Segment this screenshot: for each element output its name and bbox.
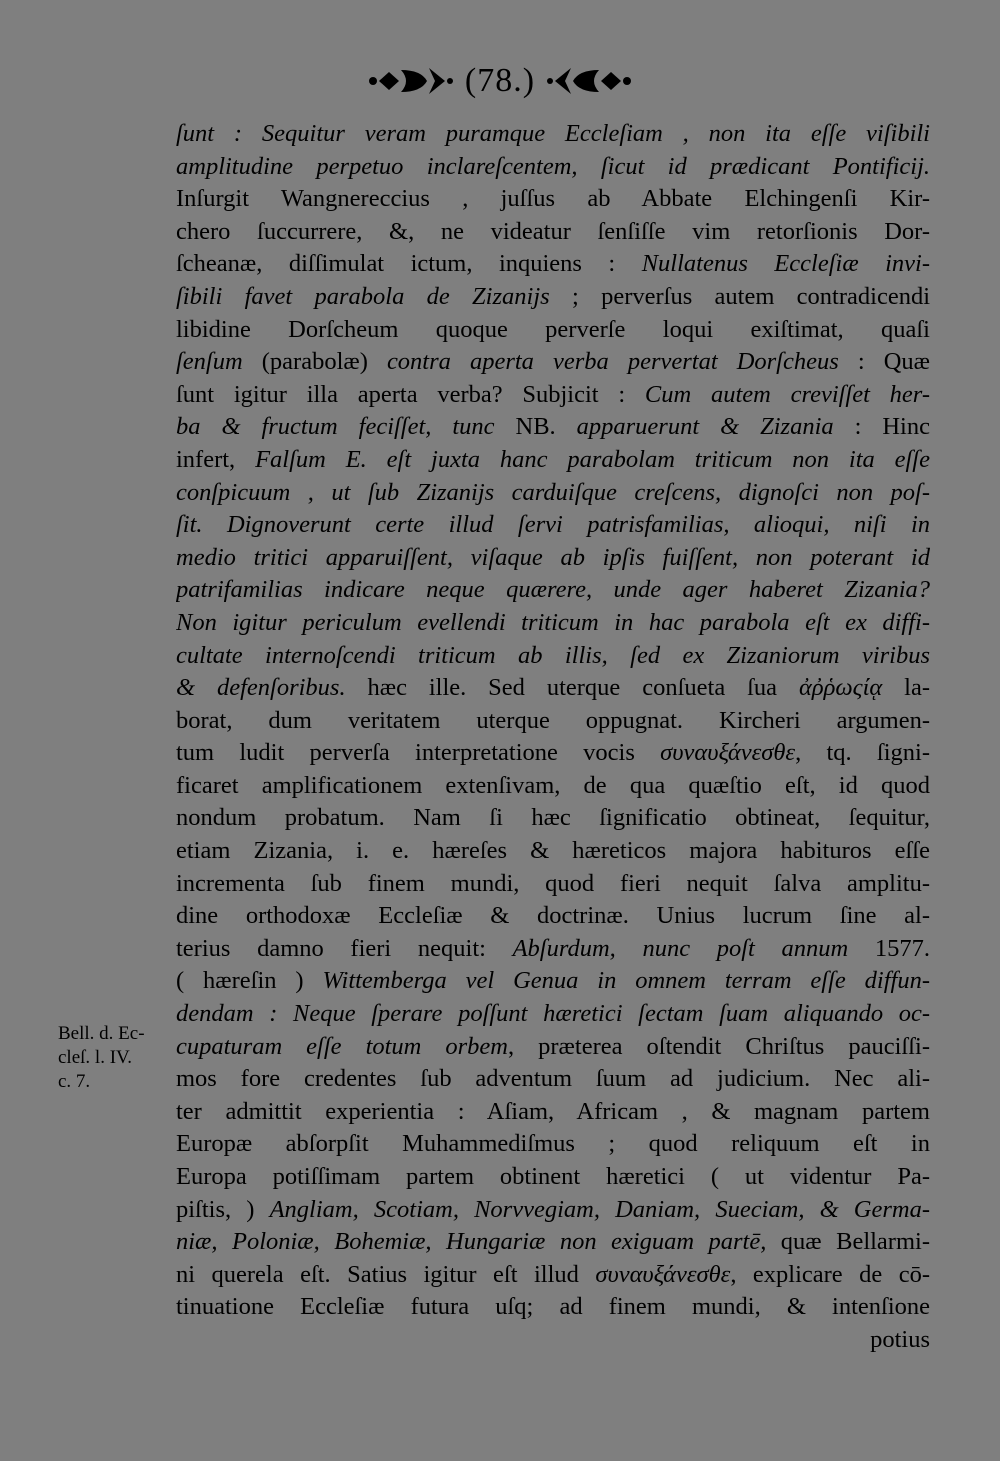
text-line [176, 542, 930, 575]
roman-text: Inſurgit Wangnereccius , juſſus ab Abbate Elchingenſi Kir- [176, 185, 930, 213]
text-line [176, 1031, 930, 1064]
text-line [176, 183, 930, 216]
roman-text: ficaret amplificationem extenſivam, de qua quæſtio eſt, id quod [176, 771, 930, 799]
roman-text: , præterea oſtendit Chriſtus pauciſſi- [508, 1032, 930, 1060]
text-line [176, 1226, 930, 1259]
text-line [176, 1291, 930, 1324]
italic-text: ſunt : Sequitur veram puramque Eccleſiam , non ita eſſe viſibili [176, 120, 930, 147]
text-line [176, 802, 930, 835]
roman-text: 1577. [848, 934, 930, 962]
text-line [176, 379, 930, 412]
italic-text: ba & fructum feciſſet, tunc [176, 413, 516, 441]
text-line [176, 900, 930, 933]
text-line [176, 770, 930, 803]
text-line [176, 1194, 930, 1227]
text-line [176, 346, 930, 379]
italic-text: ſit. Dignoverunt certe illud ſervi patrisfamilias, alioqui, niſi in [176, 511, 930, 539]
roman-text: ni querela eſt. Satius igitur eſt illud [176, 1260, 596, 1288]
text-line [176, 640, 930, 673]
text-line [176, 933, 930, 966]
text-line [176, 998, 930, 1031]
roman-text: etiam Zizania, i. e. hæreſes & hæreticos majora habituros eſſe [176, 837, 930, 865]
roman-text: piſtis, ) [176, 1195, 270, 1223]
page-header [0, 62, 1000, 100]
italic-text: Abſurdum, nunc poſt annum [512, 934, 849, 962]
text-line [176, 411, 930, 444]
text-line [176, 737, 930, 770]
roman-text: ter admittit experientia : Aſiam, Africam , & magnam partem [176, 1097, 930, 1125]
roman-text: incrementa ſub finem mundi, quod fieri nequit ſalva amplitu- [176, 869, 930, 897]
roman-text: tum ludit perverſa interpretatione vocis [176, 739, 661, 767]
italic-text: ſibili favet parabola de Zizanijs [176, 282, 550, 310]
roman-text: dine orthodoxæ Eccleſiæ & doctrinæ. Unius lucrum ſine al- [176, 902, 930, 930]
body-text [176, 118, 930, 1357]
italic-text: dendam : Neque ſperare poſſunt hæretici ſectam ſuam aliquando oc- [176, 1000, 930, 1028]
italic-text: cupaturam eſſe totum orbem [176, 1032, 508, 1060]
roman-text: nondum probatum. Nam ſi hæc ſignificatio obtineat, ſequitur, [176, 804, 930, 832]
italic-text: niæ, Poloniæ, Bohemiæ, Hungariæ non exiguam partē, [176, 1228, 767, 1256]
italic-text: Angliam, Scotiam, Norvvegiam, Daniam, Sueciam, & Germa- [269, 1195, 930, 1223]
roman-text: ſcheanæ, diſſimulat ictum, inquiens : [176, 250, 642, 278]
roman-text: infert, [176, 445, 256, 473]
italic-text: Falſum E. eſt juxta hanc parabolam triticum non ita eſſe [255, 445, 930, 473]
fleuron-ornament-icon [365, 64, 455, 98]
text-line [176, 1063, 930, 1096]
roman-text: quæ Bellarmi- [766, 1228, 930, 1256]
margin-note-line: c. 7. [58, 1071, 91, 1092]
italic-text: conſpicuum , ut ſub Zizanijs carduiſque creſcens, dignoſci non poſ- [176, 478, 930, 506]
italic-text: ſenſum [176, 348, 243, 376]
italic-text: patrifamilias indicare neque quærere, unde ager haberet Zizania? [176, 576, 930, 604]
italic-text: medio tritici apparuiſſent, viſaque ab ipſis fuiſſent, non poterant id [176, 543, 930, 571]
roman-text: la- [882, 674, 930, 702]
roman-text: Europæ abſorpſit Muhammediſmus ; quod reliquum eſt in [176, 1130, 930, 1158]
italic-text: συναυξάνεσθε [595, 1260, 731, 1288]
margin-note-line: Bell. d. Ec- [58, 1023, 145, 1044]
text-line [176, 607, 930, 640]
italic-text: ἀῤῥωςίᾳ [798, 674, 883, 702]
text-line [176, 248, 930, 281]
roman-text: : Quæ [838, 348, 930, 376]
roman-text: NB. [515, 413, 577, 441]
roman-text: chero ſuccurrere, &, ne videatur ſenſiſſe vim retorſionis Dor- [176, 217, 930, 245]
roman-text: hæc ille. Sed uterque conſueta ſua [345, 674, 799, 702]
roman-text: , explicare de cō- [730, 1260, 930, 1288]
text-line [176, 574, 930, 607]
text-line [176, 1161, 930, 1194]
roman-text: potius [870, 1325, 930, 1353]
text-line [176, 509, 930, 542]
italic-text: συναυξάνεσθε [660, 739, 796, 767]
italic-text: cultate internoſcendi triticum ab illis, ſed ex Zizaniorum viribus [176, 641, 930, 669]
roman-text: borat, dum veritatem uterque oppugnat. Kircheri argumen- [176, 706, 930, 734]
roman-text: , tq. ſigni- [795, 739, 930, 767]
margin-note-line: cleſ. l. IV. [58, 1047, 133, 1068]
italic-text: Wittemberga vel Genua in omnem terram eſſe diffun- [322, 967, 930, 995]
italic-text: apparuerunt & Zizania [576, 413, 834, 441]
italic-text: & defenſoribus. [176, 674, 346, 702]
text-line [176, 1259, 930, 1292]
text-line [176, 1324, 930, 1357]
roman-text: ſunt igitur illa aperta verba? Subjicit : [176, 380, 645, 408]
roman-text: terius damno fieri nequit: [176, 934, 513, 962]
roman-text: Europa potiſſimam partem obtinent hæretici ( ut videntur Pa- [176, 1163, 930, 1190]
italic-text: Non igitur periculum evellendi triticum in hac parabola eſt ex diffi- [176, 608, 930, 636]
text-line [176, 216, 930, 249]
text-line [176, 965, 930, 998]
roman-text: libidine Dorſcheum quoque perverſe loqui exiſtimat, quaſi [176, 315, 930, 343]
page-number: (78.) [464, 62, 536, 99]
roman-text: ( hæreſin ) [176, 967, 323, 995]
text-line [176, 314, 930, 347]
roman-text: ; perverſus autem contradicendi [549, 282, 930, 310]
fleuron-ornament-icon [545, 64, 635, 98]
italic-text: contra aperta verba pervertat Dorſcheus [386, 348, 839, 376]
text-line [176, 118, 930, 151]
text-line [176, 835, 930, 868]
text-line [176, 868, 930, 901]
roman-text: mos fore credentes ſub adventum ſuum ad judicium. Nec ali- [176, 1065, 930, 1093]
text-line [176, 444, 930, 477]
italic-text: Cum autem creviſſet her- [644, 380, 930, 408]
text-line [176, 151, 930, 184]
text-line [176, 1128, 930, 1161]
text-line [176, 477, 930, 510]
text-line [176, 672, 930, 705]
text-line [176, 281, 930, 314]
italic-text: Nullatenus Eccleſiæ invi- [641, 250, 930, 278]
roman-text: : Hinc [833, 413, 930, 441]
text-line [176, 1096, 930, 1129]
roman-text: (parabolæ) [242, 348, 387, 376]
text-line [176, 705, 930, 738]
roman-text: tinuatione Eccleſiæ futura uſq; ad finem mundi, & intenſione [176, 1293, 930, 1321]
margin-note [58, 1022, 145, 1094]
italic-text: amplitudine perpetuo inclareſcentem, ſicut id prædicant Pontificij. [176, 152, 930, 180]
